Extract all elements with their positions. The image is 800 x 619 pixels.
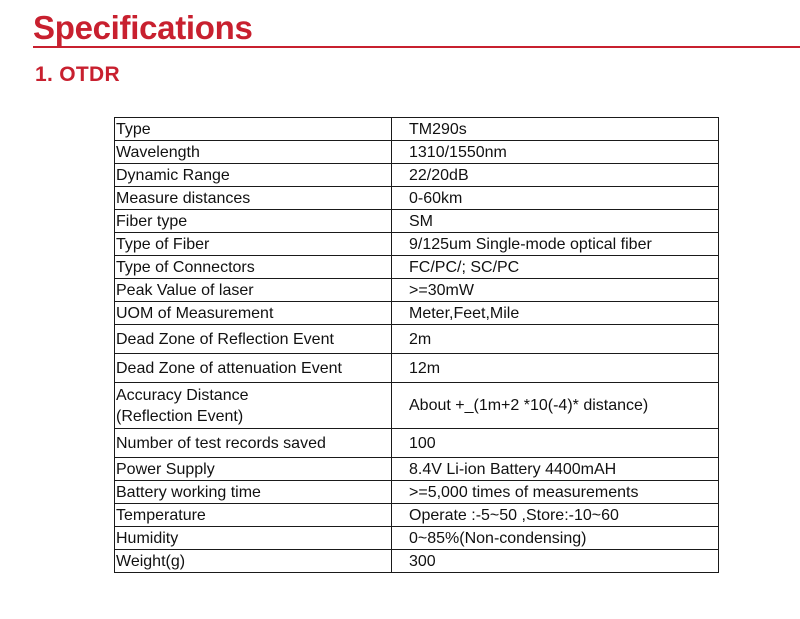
spec-row-wavelength bbox=[115, 141, 719, 164]
spec-label: Dead Zone of attenuation Event bbox=[115, 354, 392, 383]
spec-row-type-of-fiber bbox=[115, 233, 719, 256]
spec-label: Humidity bbox=[115, 527, 392, 550]
spec-value: 0-60km bbox=[392, 187, 719, 210]
spec-row-measure-distances bbox=[115, 187, 719, 210]
spec-row-power-supply bbox=[115, 458, 719, 481]
spec-label: Type of Fiber bbox=[115, 233, 392, 256]
spec-label: Number of test records saved bbox=[115, 429, 392, 458]
spec-value: >=30mW bbox=[392, 279, 719, 302]
spec-value: 2m bbox=[392, 325, 719, 354]
spec-value: 0~85%(Non-condensing) bbox=[392, 527, 719, 550]
spec-value: TM290s bbox=[392, 118, 719, 141]
spec-table bbox=[114, 117, 719, 573]
spec-label-line-2: (Reflection Event) bbox=[116, 407, 244, 425]
spec-value: >=5,000 times of measurements bbox=[392, 481, 719, 504]
spec-label: Fiber type bbox=[115, 210, 392, 233]
spec-row-peak-laser bbox=[115, 279, 719, 302]
spec-row-test-records bbox=[115, 429, 719, 458]
spec-label-line-1: Accuracy Distance bbox=[116, 386, 249, 404]
spec-label: Dynamic Range bbox=[115, 164, 392, 187]
spec-row-dead-zone-reflection bbox=[115, 325, 719, 354]
spec-label: Wavelength bbox=[115, 141, 392, 164]
page-title: Specifications bbox=[33, 9, 253, 46]
spec-label: Type bbox=[115, 118, 392, 141]
spec-label: Peak Value of laser bbox=[115, 279, 392, 302]
spec-value: SM bbox=[392, 210, 719, 233]
spec-value: Operate :-5~50 ,Store:-10~60 bbox=[392, 504, 719, 527]
spec-row-humidity bbox=[115, 527, 719, 550]
spec-value: Meter,Feet,Mile bbox=[392, 302, 719, 325]
spec-value: 300 bbox=[392, 550, 719, 573]
section-heading: 1. OTDR bbox=[35, 63, 120, 86]
spec-row-weight bbox=[115, 550, 719, 573]
spec-row-uom bbox=[115, 302, 719, 325]
spec-label: Battery working time bbox=[115, 481, 392, 504]
spec-row-battery-time bbox=[115, 481, 719, 504]
spec-label: Type of Connectors bbox=[115, 256, 392, 279]
spec-label bbox=[115, 383, 392, 429]
spec-value: 12m bbox=[392, 354, 719, 383]
spec-row-dynamic-range bbox=[115, 164, 719, 187]
spec-row-type bbox=[115, 118, 719, 141]
spec-label: UOM of Measurement bbox=[115, 302, 392, 325]
spec-row-connectors bbox=[115, 256, 719, 279]
spec-row-fiber-type bbox=[115, 210, 719, 233]
spec-label: Dead Zone of Reflection Event bbox=[115, 325, 392, 354]
spec-row-accuracy-distance bbox=[115, 383, 719, 429]
spec-label: Temperature bbox=[115, 504, 392, 527]
spec-value: 1310/1550nm bbox=[392, 141, 719, 164]
spec-value: 8.4V Li-ion Battery 4400mAH bbox=[392, 458, 719, 481]
spec-value: About +_(1m+2 *10(-4)* distance) bbox=[392, 383, 719, 429]
title-divider bbox=[33, 46, 800, 48]
spec-row-dead-zone-attenuation bbox=[115, 354, 719, 383]
spec-row-temperature bbox=[115, 504, 719, 527]
spec-value: FC/PC/; SC/PC bbox=[392, 256, 719, 279]
spec-value: 100 bbox=[392, 429, 719, 458]
spec-label: Measure distances bbox=[115, 187, 392, 210]
spec-value: 9/125um Single-mode optical fiber bbox=[392, 233, 719, 256]
spec-label: Power Supply bbox=[115, 458, 392, 481]
spec-label: Weight(g) bbox=[115, 550, 392, 573]
spec-value: 22/20dB bbox=[392, 164, 719, 187]
